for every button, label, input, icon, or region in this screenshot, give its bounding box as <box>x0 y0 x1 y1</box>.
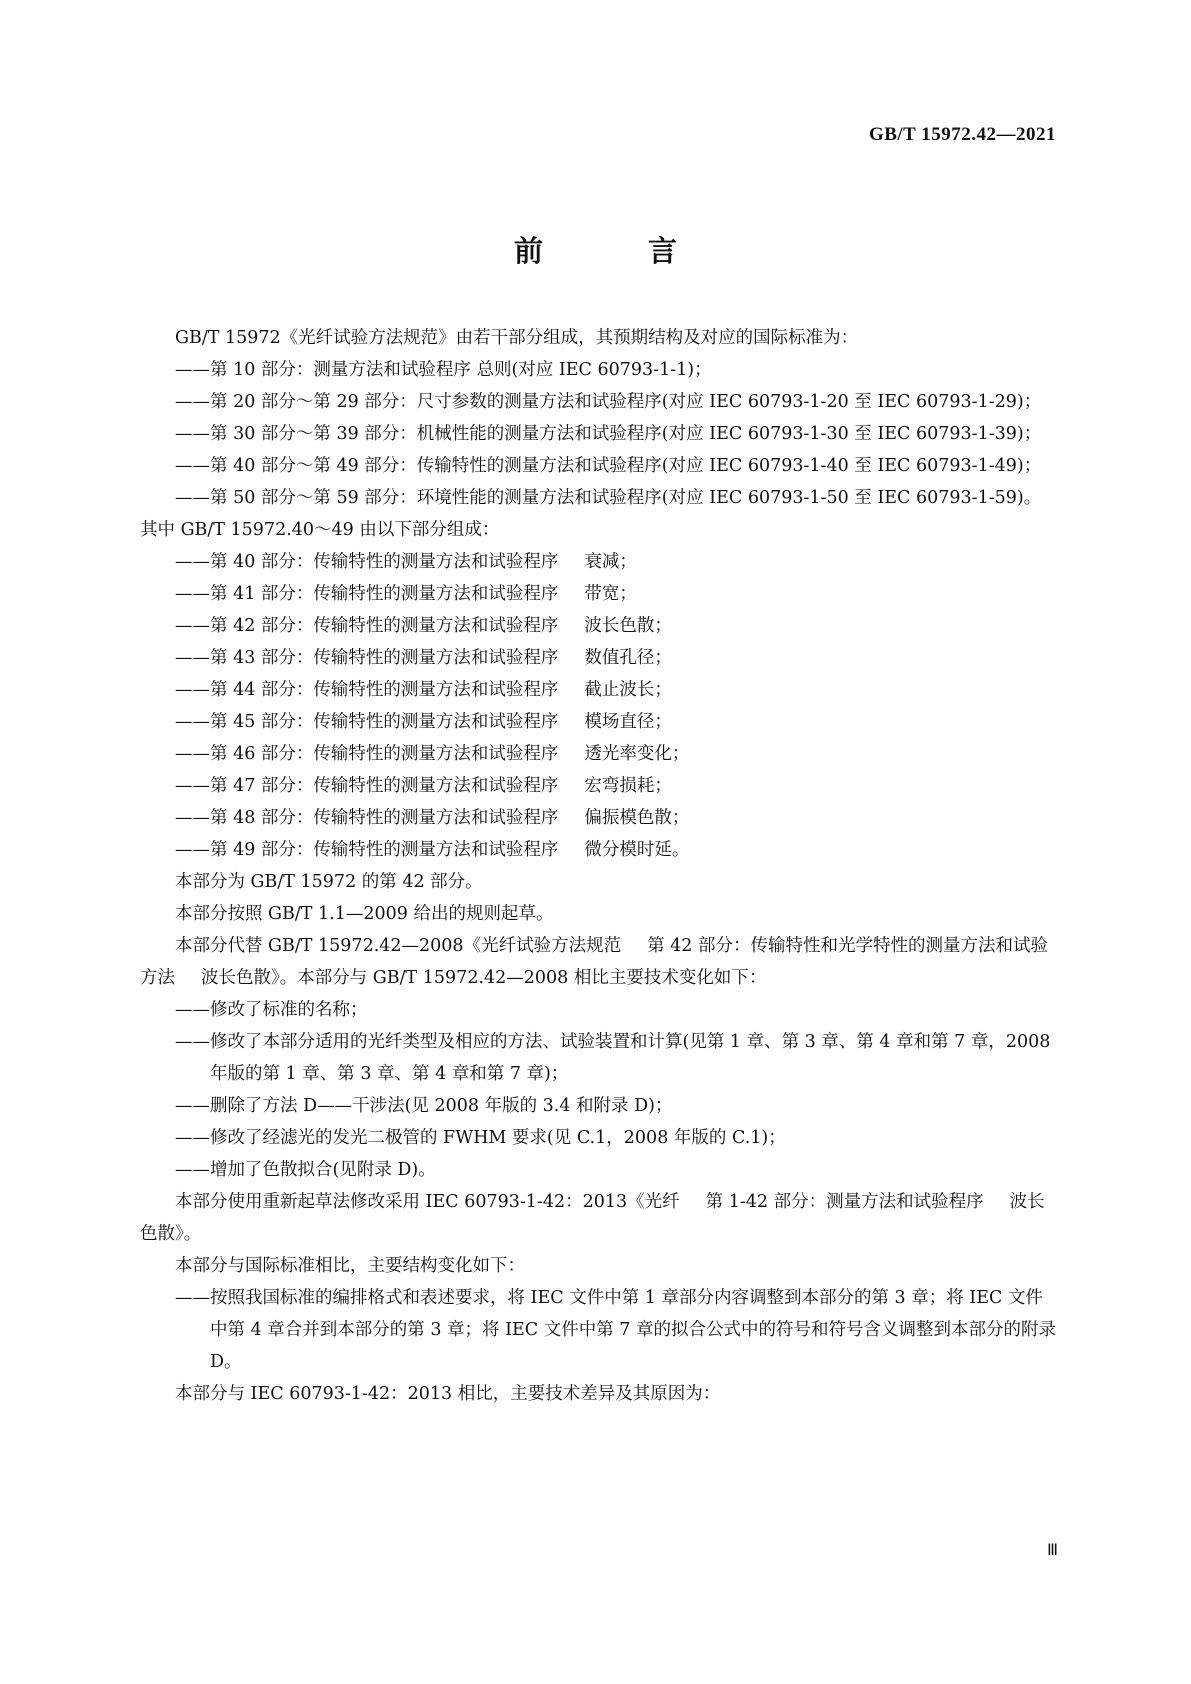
dash-marker: —— <box>175 360 210 380</box>
list-item <box>140 482 1056 514</box>
technical-differences-intro: 本部分与 IEC 60793-1-42：2013 相比，主要技术差异及其原因为： <box>175 1384 721 1404</box>
dash-marker: —— <box>175 552 210 572</box>
list-item <box>140 386 1056 418</box>
list-item-text: 第 40 部分～第 49 部分：传输特性的测量方法和试验程序(对应 IEC 60793-1-40 至 IEC 60793-1-49)； <box>210 456 1042 476</box>
part-number: 第 42 <box>210 616 261 636</box>
dash-marker: —— <box>175 648 210 668</box>
list-item <box>140 354 1056 386</box>
part-prefix: 部分：传输特性的测量方法和试验程序 <box>260 744 559 764</box>
dash-marker: —— <box>175 680 210 700</box>
dash-marker: —— <box>175 488 210 508</box>
part-number: 第 43 <box>210 648 261 668</box>
structure-list <box>140 354 1056 514</box>
part-number: 第 41 <box>210 584 261 604</box>
list-item-text: 修改了本部分适用的光纤类型及相应的方法、试验装置和计算(见第 1 章、第 3 章、第 4 章和第 7 章，2008 年版的第 1 章、第 3 章、第 4 章和第 7 章)； <box>210 1032 1051 1084</box>
dash-marker: —— <box>175 456 210 476</box>
part-topic: 宏弯损耗； <box>584 776 672 796</box>
structure-changes-intro: 本部分与国际标准相比，主要结构变化如下： <box>175 1256 525 1276</box>
part-topic: 截止波长； <box>584 680 672 700</box>
dash-marker: —— <box>175 712 210 732</box>
list-item <box>140 1282 1056 1378</box>
list-item-text: 第 10 部分：测量方法和试验程序 总则(对应 IEC 60793-1-1)； <box>210 360 712 380</box>
part-prefix: 部分：传输特性的测量方法和试验程序 <box>260 776 559 796</box>
drafting-rules: 本部分按照 GB/T 1.1—2009 给出的规则起草。 <box>175 904 554 924</box>
list-item <box>140 1154 1056 1186</box>
list-item-text: 第 50 部分～第 59 部分：环境性能的测量方法和试验程序(对应 IEC 60793-1-50 至 IEC 60793-1-59)。 <box>210 488 1042 508</box>
part-prefix: 部分：传输特性的测量方法和试验程序 <box>260 712 559 732</box>
replacement-paragraph <box>140 930 1056 994</box>
dash-marker: —— <box>175 616 210 636</box>
part-topic: 衰减； <box>584 552 637 572</box>
replacement-text-b: 第 42 部分：传输特性和光学特性的测量方法和试验方法 <box>140 936 1048 988</box>
list-item <box>140 1026 1056 1090</box>
list-item-text: 删除了方法 D——干涉法(见 2008 年版的 3.4 和附录 D)； <box>210 1096 673 1116</box>
part-number: 第 40 <box>210 552 261 572</box>
list-item <box>140 578 1056 610</box>
dash-marker: —— <box>175 1160 210 1180</box>
changes-list <box>140 994 1056 1186</box>
dash-marker: —— <box>175 808 210 828</box>
list-item-text: 增加了色散拟合(见附录 D)。 <box>210 1160 436 1180</box>
structure-changes-list <box>140 1282 1056 1378</box>
list-item <box>140 994 1056 1026</box>
list-item-text: 第 20 部分～第 29 部分：尺寸参数的测量方法和试验程序(对应 IEC 60793-1-20 至 IEC 60793-1-29)； <box>210 392 1042 412</box>
list-item-text: 修改了标准的名称； <box>210 1000 368 1020</box>
dash-marker: —— <box>175 1128 210 1148</box>
page-number: Ⅲ <box>1046 1542 1058 1559</box>
part-number: 第 47 <box>210 776 261 796</box>
subparts-list <box>140 546 1056 866</box>
part-topic: 带宽； <box>584 584 637 604</box>
list-item <box>140 450 1056 482</box>
dash-marker: —— <box>175 1288 210 1308</box>
part-topic: 数值孔径； <box>584 648 672 668</box>
dash-marker: —— <box>175 840 210 860</box>
part-statement: 本部分为 GB/T 15972 的第 42 部分。 <box>175 872 483 892</box>
part-prefix: 部分：传输特性的测量方法和试验程序 <box>260 648 559 668</box>
list-item <box>140 802 1056 834</box>
list-item <box>140 674 1056 706</box>
part-topic: 波长色散； <box>584 616 672 636</box>
adoption-text-c: 波长色散》。 <box>140 1192 1045 1244</box>
list-item <box>140 642 1056 674</box>
list-item <box>140 546 1056 578</box>
part-number: 第 49 <box>210 840 261 860</box>
list-item-text: 第 30 部分～第 39 部分：机械性能的测量方法和试验程序(对应 IEC 60793-1-30 至 IEC 60793-1-39)； <box>210 424 1042 444</box>
list-item <box>140 770 1056 802</box>
part-topic: 偏振模色散； <box>584 808 690 828</box>
list-item <box>140 834 1056 866</box>
part-number: 第 48 <box>210 808 261 828</box>
adoption-text-a: 本部分使用重新起草法修改采用 IEC 60793-1-42：2013《光纤 <box>175 1192 680 1212</box>
dash-marker: —— <box>175 392 210 412</box>
list-item <box>140 418 1056 450</box>
adoption-paragraph <box>140 1186 1056 1250</box>
standard-code: GB/T 15972.42—2021 <box>868 124 1056 145</box>
part-topic: 透光率变化； <box>584 744 690 764</box>
part-prefix: 部分：传输特性的测量方法和试验程序 <box>260 616 559 636</box>
page-title: 前 言 <box>513 234 715 268</box>
part-number: 第 46 <box>210 744 261 764</box>
dash-marker: —— <box>175 776 210 796</box>
dash-marker: —— <box>175 1032 210 1052</box>
list-item <box>140 738 1056 770</box>
part-prefix: 部分：传输特性的测量方法和试验程序 <box>260 840 559 860</box>
part-number: 第 44 <box>210 680 261 700</box>
part-number: 第 45 <box>210 712 261 732</box>
list-item-text: 修改了经滤光的发光二极管的 FWHM 要求(见 C.1，2008 年版的 C.1)； <box>210 1128 786 1148</box>
replacement-text-a: 本部分代替 GB/T 15972.42—2008《光纤试验方法规范 <box>175 936 622 956</box>
adoption-text-b: 第 1-42 部分：测量方法和试验程序 <box>705 1192 984 1212</box>
foreword-body <box>140 322 1056 1410</box>
list-item <box>140 1090 1056 1122</box>
part-topic: 微分模时延。 <box>584 840 690 860</box>
list-item <box>140 610 1056 642</box>
list-item <box>140 706 1056 738</box>
part-prefix: 部分：传输特性的测量方法和试验程序 <box>260 808 559 828</box>
dash-marker: —— <box>175 1000 210 1020</box>
list-item-text: 按照我国标准的编排格式和表述要求，将 IEC 文件中第 1 章部分内容调整到本部分的第 3 章；将 IEC 文件中第 4 章合并到本部分的第 3 章；将 IEC 文件中第 7 章的拟合公式中的符号和符号含义调整到本部分的附录 D。 <box>210 1288 1056 1372</box>
part-topic: 模场直径； <box>584 712 672 732</box>
dash-marker: —— <box>175 744 210 764</box>
part-prefix: 部分：传输特性的测量方法和试验程序 <box>260 584 559 604</box>
intro-paragraph: GB/T 15972《光纤试验方法规范》由若干部分组成，其预期结构及对应的国际标准为： <box>175 328 859 348</box>
part-prefix: 部分：传输特性的测量方法和试验程序 <box>260 680 559 700</box>
dash-marker: —— <box>175 424 210 444</box>
subparts-intro: 其中 GB/T 15972.40～49 由以下部分组成： <box>140 520 500 540</box>
replacement-text-c: 波长色散》。本部分与 GB/T 15972.42—2008 相比主要技术变化如下： <box>201 968 767 988</box>
dash-marker: —— <box>175 1096 210 1116</box>
part-prefix: 部分：传输特性的测量方法和试验程序 <box>260 552 559 572</box>
dash-marker: —— <box>175 584 210 604</box>
list-item <box>140 1122 1056 1154</box>
